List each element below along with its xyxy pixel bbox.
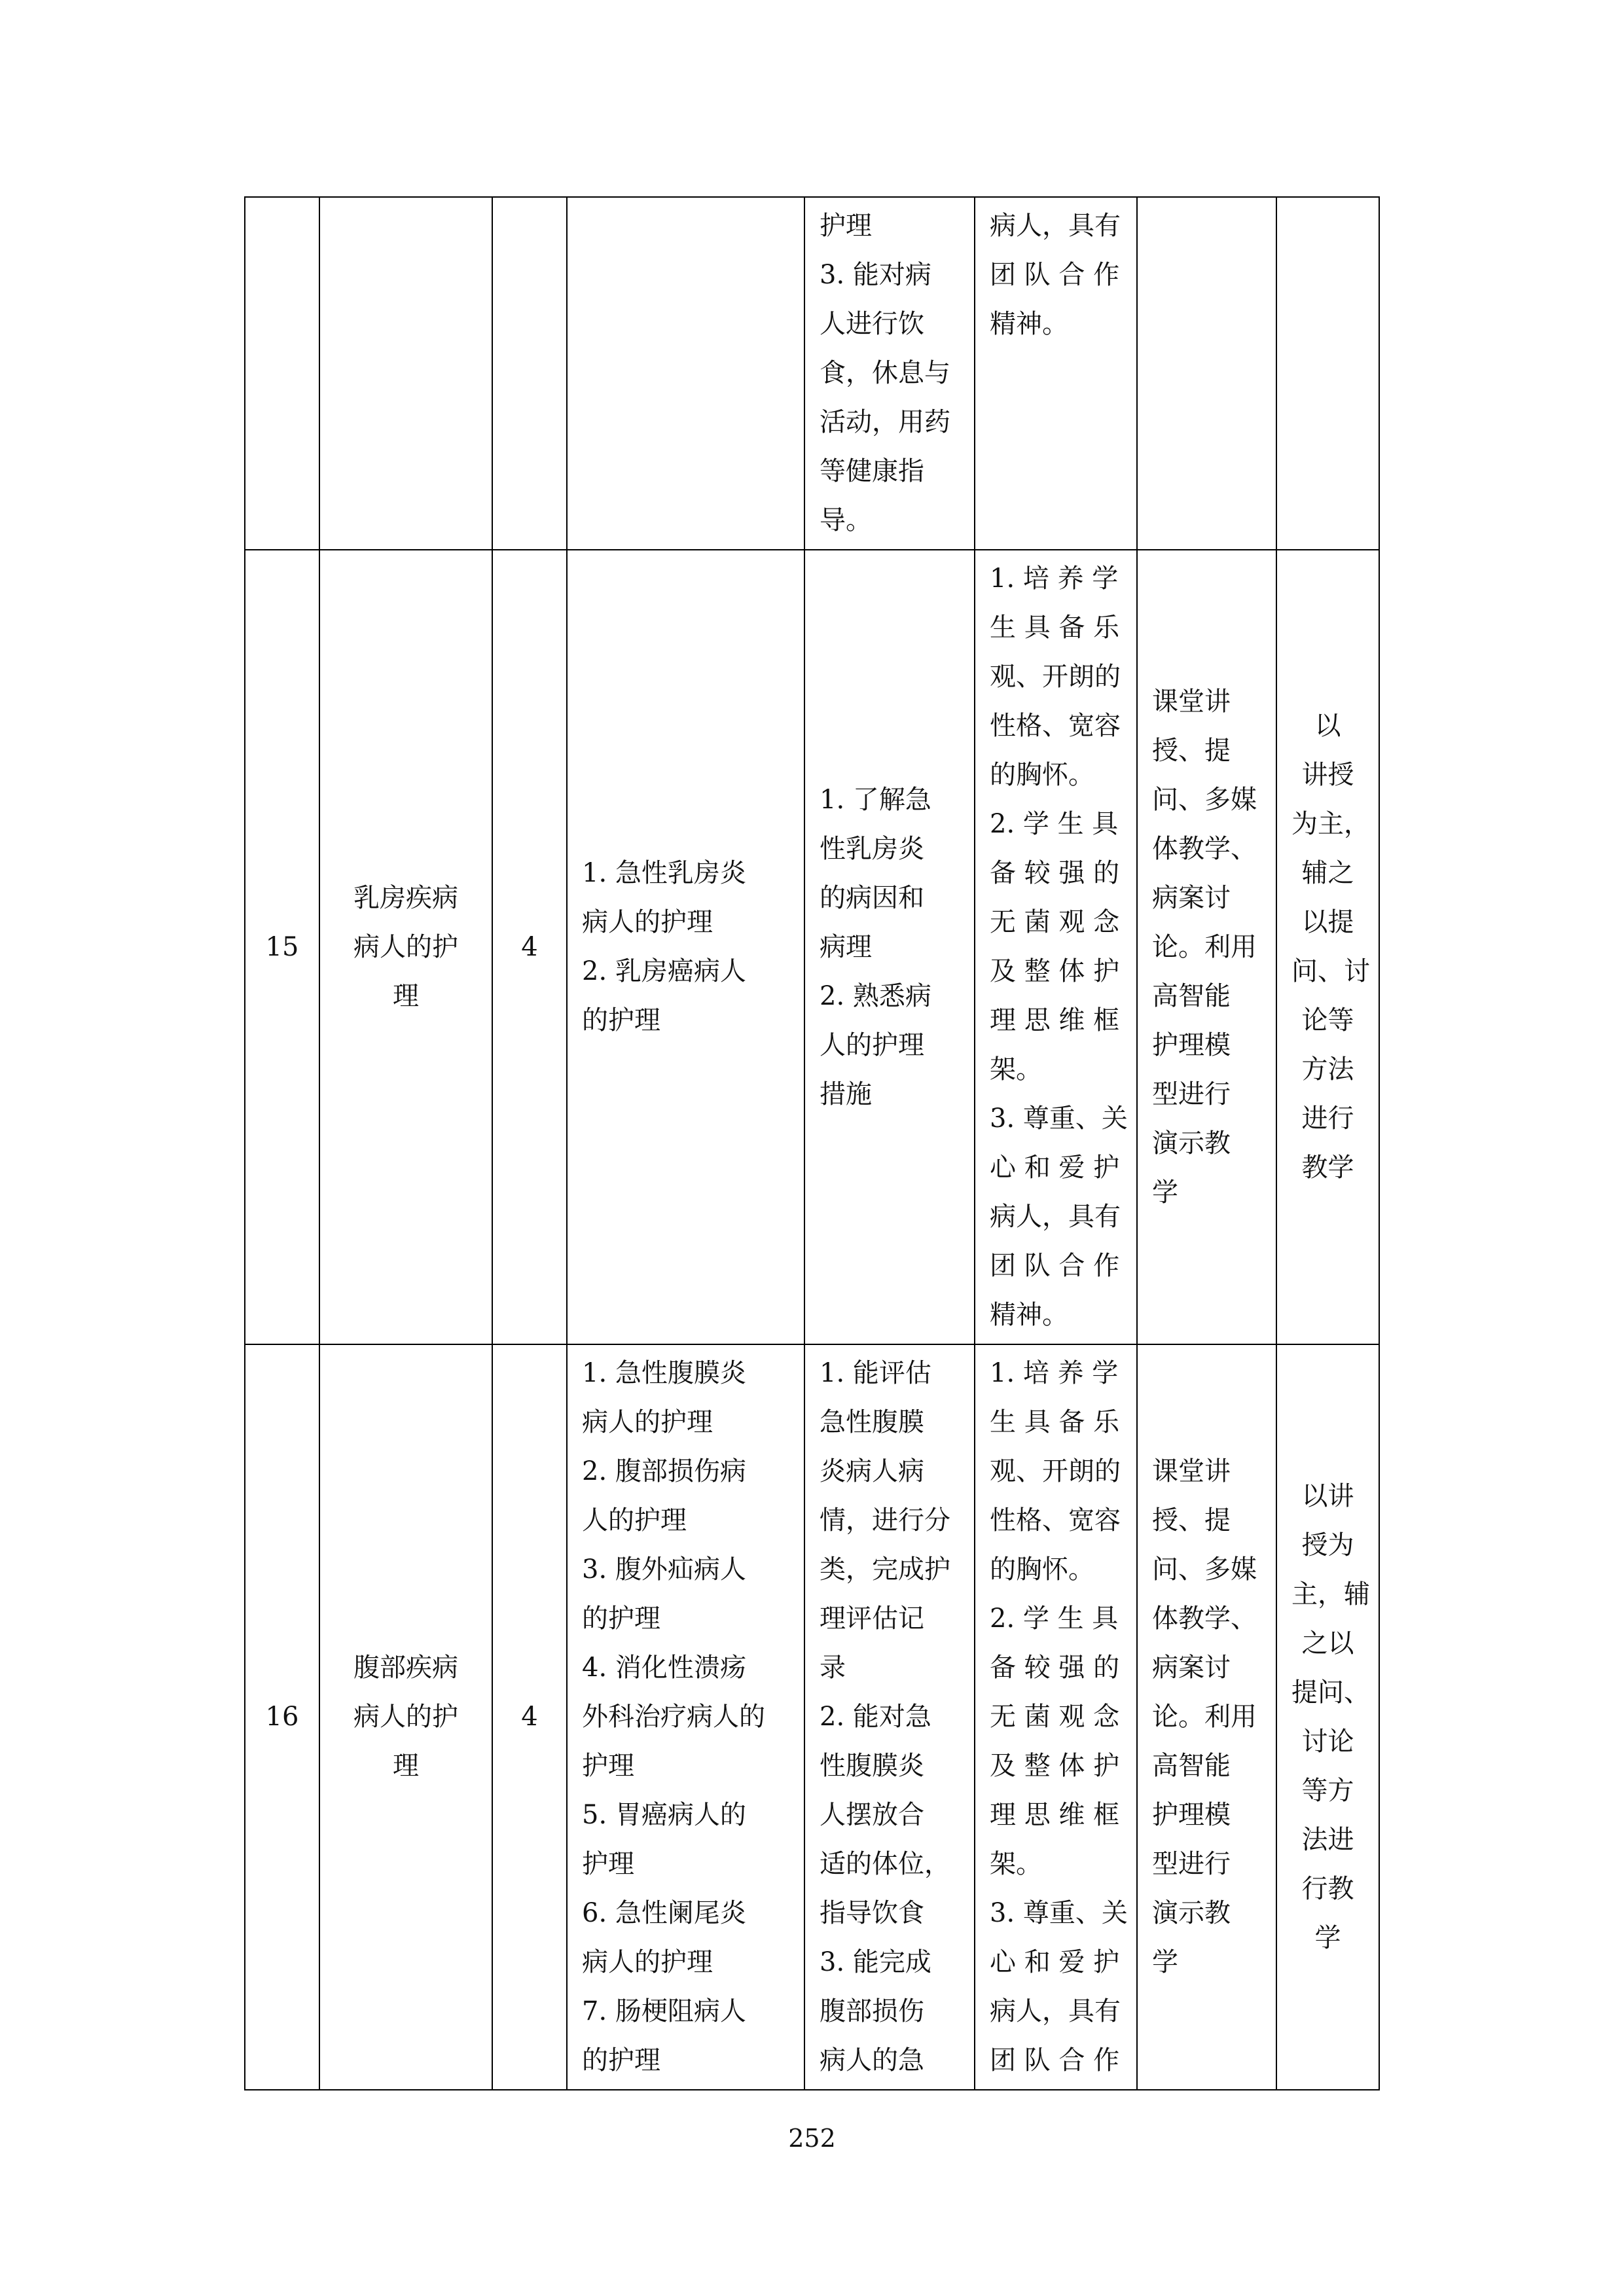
serial-number-cell: [245, 550, 319, 1344]
qualities-cell-line: 病人，具有: [990, 1202, 1121, 1232]
topic-cell-line: 腹部疾病: [353, 1653, 458, 1683]
qualities-cell-line: 的胸怀。: [990, 760, 1094, 790]
qualities-cell-line: 团 队 合 作: [990, 260, 1120, 290]
objectives-cell: [804, 197, 975, 550]
content-cell-line: 人的护理: [582, 1505, 687, 1535]
objectives-cell-line: 病理: [820, 931, 872, 962]
qualities-cell-line: 1. 培 养 学: [990, 564, 1119, 594]
methods-cell-line: 型进行: [1152, 1079, 1231, 1109]
hours-cell-text: 4: [521, 931, 538, 962]
content-cell-line: 1. 急性腹膜炎: [582, 1358, 746, 1388]
qualities-cell-line: 及 整 体 护: [990, 1751, 1120, 1781]
qualities-cell-line: 心 和 爱 护: [990, 1153, 1120, 1183]
methods-cell-line: 演示教: [1152, 1128, 1231, 1158]
qualities-cell-line: 团 队 合 作: [990, 2045, 1120, 2075]
objectives-cell-line: 措施: [820, 1079, 872, 1109]
objectives-cell-line: 人的护理: [820, 1030, 924, 1060]
qualities-cell-line: 理 思 维 框: [990, 1005, 1120, 1035]
hours-cell-text: 4: [521, 1702, 538, 1732]
content-cell-line: 6. 急性阑尾炎: [582, 1898, 746, 1928]
objectives-cell-line: 情，进行分: [820, 1505, 950, 1535]
methods-cell-line: 论。利用: [1152, 931, 1257, 962]
objectives-cell-line: 食，休息与: [820, 358, 950, 388]
approach-cell-line: 行教: [1301, 1873, 1354, 1904]
objectives-cell-line: 指导饮食: [820, 1898, 924, 1928]
qualities-cell-line: 性格、宽容: [990, 711, 1121, 741]
methods-cell-line: 授、提: [1152, 735, 1231, 766]
objectives-cell-line: 2. 能对急: [820, 1702, 931, 1732]
topic-cell-line: 乳房疾病: [353, 882, 458, 913]
approach-cell-line: 学: [1314, 1922, 1341, 1953]
objectives-cell-line: 护理: [820, 211, 872, 241]
approach-cell-line: 为主，: [1291, 809, 1370, 839]
methods-cell: [1137, 197, 1276, 550]
content-cell-line: 护理: [582, 1849, 634, 1879]
objectives-cell-line: 病人的急: [820, 2045, 924, 2075]
approach-cell-line: 等方: [1301, 1775, 1354, 1806]
methods-cell-line: 护理模: [1152, 1030, 1231, 1060]
content-cell-line: 4. 消化性溃疡: [582, 1653, 746, 1683]
qualities-cell: [975, 550, 1137, 1344]
methods-cell: [1137, 550, 1276, 1344]
content-cell-line: 7. 肠梗阻病人: [582, 1996, 746, 2026]
qualities-cell-line: 性格、宽容: [990, 1505, 1121, 1535]
objectives-cell-line: 1. 能评估: [820, 1358, 931, 1388]
qualities-cell: [975, 197, 1137, 550]
content-cell-line: 2. 腹部损伤病: [582, 1456, 746, 1486]
topic-cell: [319, 1344, 492, 2090]
objectives-cell: [804, 550, 975, 1344]
qualities-cell-line: 2. 学 生 具: [990, 1604, 1119, 1634]
table-row: [245, 1344, 1379, 2090]
qualities-cell-line: 1. 培 养 学: [990, 1358, 1119, 1388]
methods-cell: [1137, 1344, 1276, 2090]
objectives-cell-line: 性腹膜炎: [820, 1751, 924, 1781]
content-cell-line: 3. 腹外疝病人: [582, 1554, 746, 1585]
methods-cell-line: 课堂讲: [1152, 686, 1231, 717]
content-cell-line: 的护理: [582, 1005, 660, 1035]
topic-cell-line: 理: [393, 1751, 419, 1781]
objectives-cell-line: 的病因和: [820, 882, 924, 913]
hours-cell: [492, 550, 567, 1344]
qualities-cell-line: 团 队 合 作: [990, 1251, 1120, 1281]
objectives-cell-line: 活动，用药: [820, 407, 950, 437]
table-row: [245, 550, 1379, 1344]
content-cell-line: 的护理: [582, 1604, 660, 1634]
methods-cell-line: 问、多媒: [1152, 784, 1257, 815]
approach-cell-line: 论等: [1301, 1005, 1354, 1035]
qualities-cell-line: 病人，具有: [990, 211, 1121, 241]
approach-cell-line: 进行: [1301, 1103, 1354, 1134]
qualities-cell-line: 及 整 体 护: [990, 956, 1120, 986]
methods-cell-line: 病案讨: [1152, 1653, 1231, 1683]
qualities-cell-line: 2. 学 生 具: [990, 809, 1119, 839]
qualities-cell-line: 心 和 爱 护: [990, 1947, 1120, 1977]
objectives-cell-line: 等健康指: [820, 456, 924, 486]
topic-cell: [319, 550, 492, 1344]
hours-cell: [492, 1344, 567, 2090]
content-cell: [567, 197, 804, 550]
approach-cell-line: 讲授: [1301, 760, 1354, 790]
objectives-cell-line: 人摆放合: [820, 1800, 924, 1830]
methods-cell-line: 授、提: [1152, 1505, 1231, 1535]
content-cell-line: 护理: [582, 1751, 634, 1781]
content-cell-line: 病人的护理: [582, 1407, 713, 1437]
objectives-cell-line: 人进行饮: [820, 309, 924, 339]
qualities-cell-line: 架。: [990, 1849, 1042, 1879]
topic-cell-line: 理: [393, 980, 419, 1011]
methods-cell-line: 课堂讲: [1152, 1456, 1231, 1486]
methods-cell-line: 学: [1152, 1947, 1178, 1977]
qualities-cell-line: 无 菌 观 念: [990, 907, 1120, 937]
content-cell-line: 5. 胃癌病人的: [582, 1800, 746, 1830]
objectives-cell-line: 3. 能对病: [820, 260, 931, 290]
qualities-cell: [975, 1344, 1137, 2090]
objectives-cell-line: 3. 能完成: [820, 1947, 931, 1977]
serial-number-cell-text: 16: [265, 1702, 299, 1732]
qualities-cell-line: 3. 尊重、关: [990, 1898, 1128, 1928]
approach-cell-line: 主，辅: [1291, 1579, 1370, 1609]
approach-cell-line: 问、讨: [1291, 956, 1370, 986]
objectives-cell-line: 腹部损伤: [820, 1996, 924, 2026]
topic-cell-line: 病人的护: [353, 931, 458, 962]
approach-cell-line: 提问、: [1291, 1677, 1370, 1708]
qualities-cell-line: 生 具 备 乐: [990, 613, 1120, 643]
objectives-cell-line: 炎病人病: [820, 1456, 924, 1486]
methods-cell-line: 高智能: [1152, 1751, 1231, 1781]
objectives-cell-line: 导。: [820, 505, 872, 535]
qualities-cell-line: 精神。: [990, 1300, 1068, 1330]
methods-cell-line: 型进行: [1152, 1849, 1231, 1879]
approach-cell-line: 辅之: [1301, 858, 1354, 888]
qualities-cell-line: 3. 尊重、关: [990, 1103, 1128, 1134]
serial-number-cell-text: 15: [265, 931, 299, 962]
approach-cell-line: 以讲: [1301, 1480, 1354, 1511]
approach-cell-line: 以: [1314, 711, 1341, 741]
objectives-cell-line: 急性腹膜: [820, 1407, 924, 1437]
content-cell: [567, 1344, 804, 2090]
approach-cell-line: 方法: [1301, 1054, 1354, 1085]
methods-cell-line: 演示教: [1152, 1898, 1231, 1928]
page-number: 252: [788, 2124, 836, 2153]
qualities-cell-line: 备 较 强 的: [990, 1653, 1120, 1683]
content-cell-line: 病人的护理: [582, 907, 713, 937]
content-cell-line: 的护理: [582, 2045, 660, 2075]
objectives-cell-line: 理评估记: [820, 1604, 924, 1634]
approach-cell: [1276, 1344, 1379, 2090]
objectives-cell-line: 1. 了解急: [820, 784, 931, 815]
methods-cell-line: 护理模: [1152, 1800, 1231, 1830]
objectives-cell-line: 性乳房炎: [820, 833, 924, 864]
approach-cell-line: 授为: [1301, 1530, 1354, 1560]
methods-cell-line: 体教学、: [1152, 1604, 1257, 1634]
topic-cell: [319, 197, 492, 550]
qualities-cell-line: 观、开朗的: [990, 662, 1121, 692]
hours-cell: [492, 197, 567, 550]
objectives-cell-line: 类，完成护: [820, 1554, 950, 1585]
qualities-cell-line: 理 思 维 框: [990, 1800, 1120, 1830]
content-cell-line: 病人的护理: [582, 1947, 713, 1977]
qualities-cell-line: 生 具 备 乐: [990, 1407, 1120, 1437]
approach-cell: [1276, 550, 1379, 1344]
qualities-cell-line: 精神。: [990, 309, 1068, 339]
qualities-cell-line: 观、开朗的: [990, 1456, 1121, 1486]
objectives-cell-line: 适的体位，: [820, 1849, 950, 1879]
serial-number-cell: [245, 197, 319, 550]
course-table: [244, 196, 1380, 2090]
serial-number-cell: [245, 1344, 319, 2090]
methods-cell-line: 病案讨: [1152, 882, 1231, 913]
methods-cell-line: 论。利用: [1152, 1702, 1257, 1732]
qualities-cell-line: 的胸怀。: [990, 1554, 1094, 1585]
approach-cell-line: 法进: [1301, 1824, 1354, 1855]
topic-cell-line: 病人的护: [353, 1702, 458, 1732]
objectives-cell: [804, 1344, 975, 2090]
content-cell-line: 外科治疗病人的: [582, 1702, 765, 1732]
methods-cell-line: 学: [1152, 1177, 1178, 1208]
qualities-cell-line: 备 较 强 的: [990, 858, 1120, 888]
content-cell: [567, 550, 804, 1344]
approach-cell-line: 之以: [1301, 1628, 1354, 1659]
content-cell-line: 2. 乳房癌病人: [582, 956, 746, 986]
methods-cell-line: 问、多媒: [1152, 1554, 1257, 1585]
objectives-cell-line: 录: [820, 1653, 846, 1683]
qualities-cell-line: 病人，具有: [990, 1996, 1121, 2026]
table-row: [245, 197, 1379, 550]
methods-cell-line: 体教学、: [1152, 833, 1257, 864]
content-cell-line: 1. 急性乳房炎: [582, 858, 746, 888]
approach-cell-line: 以提: [1301, 907, 1354, 937]
methods-cell-line: 高智能: [1152, 980, 1231, 1011]
approach-cell-line: 教学: [1301, 1153, 1354, 1183]
approach-cell: [1276, 197, 1379, 550]
qualities-cell-line: 无 菌 观 念: [990, 1702, 1120, 1732]
approach-cell-line: 讨论: [1301, 1726, 1354, 1757]
qualities-cell-line: 架。: [990, 1054, 1042, 1085]
objectives-cell-line: 2. 熟悉病: [820, 980, 931, 1011]
